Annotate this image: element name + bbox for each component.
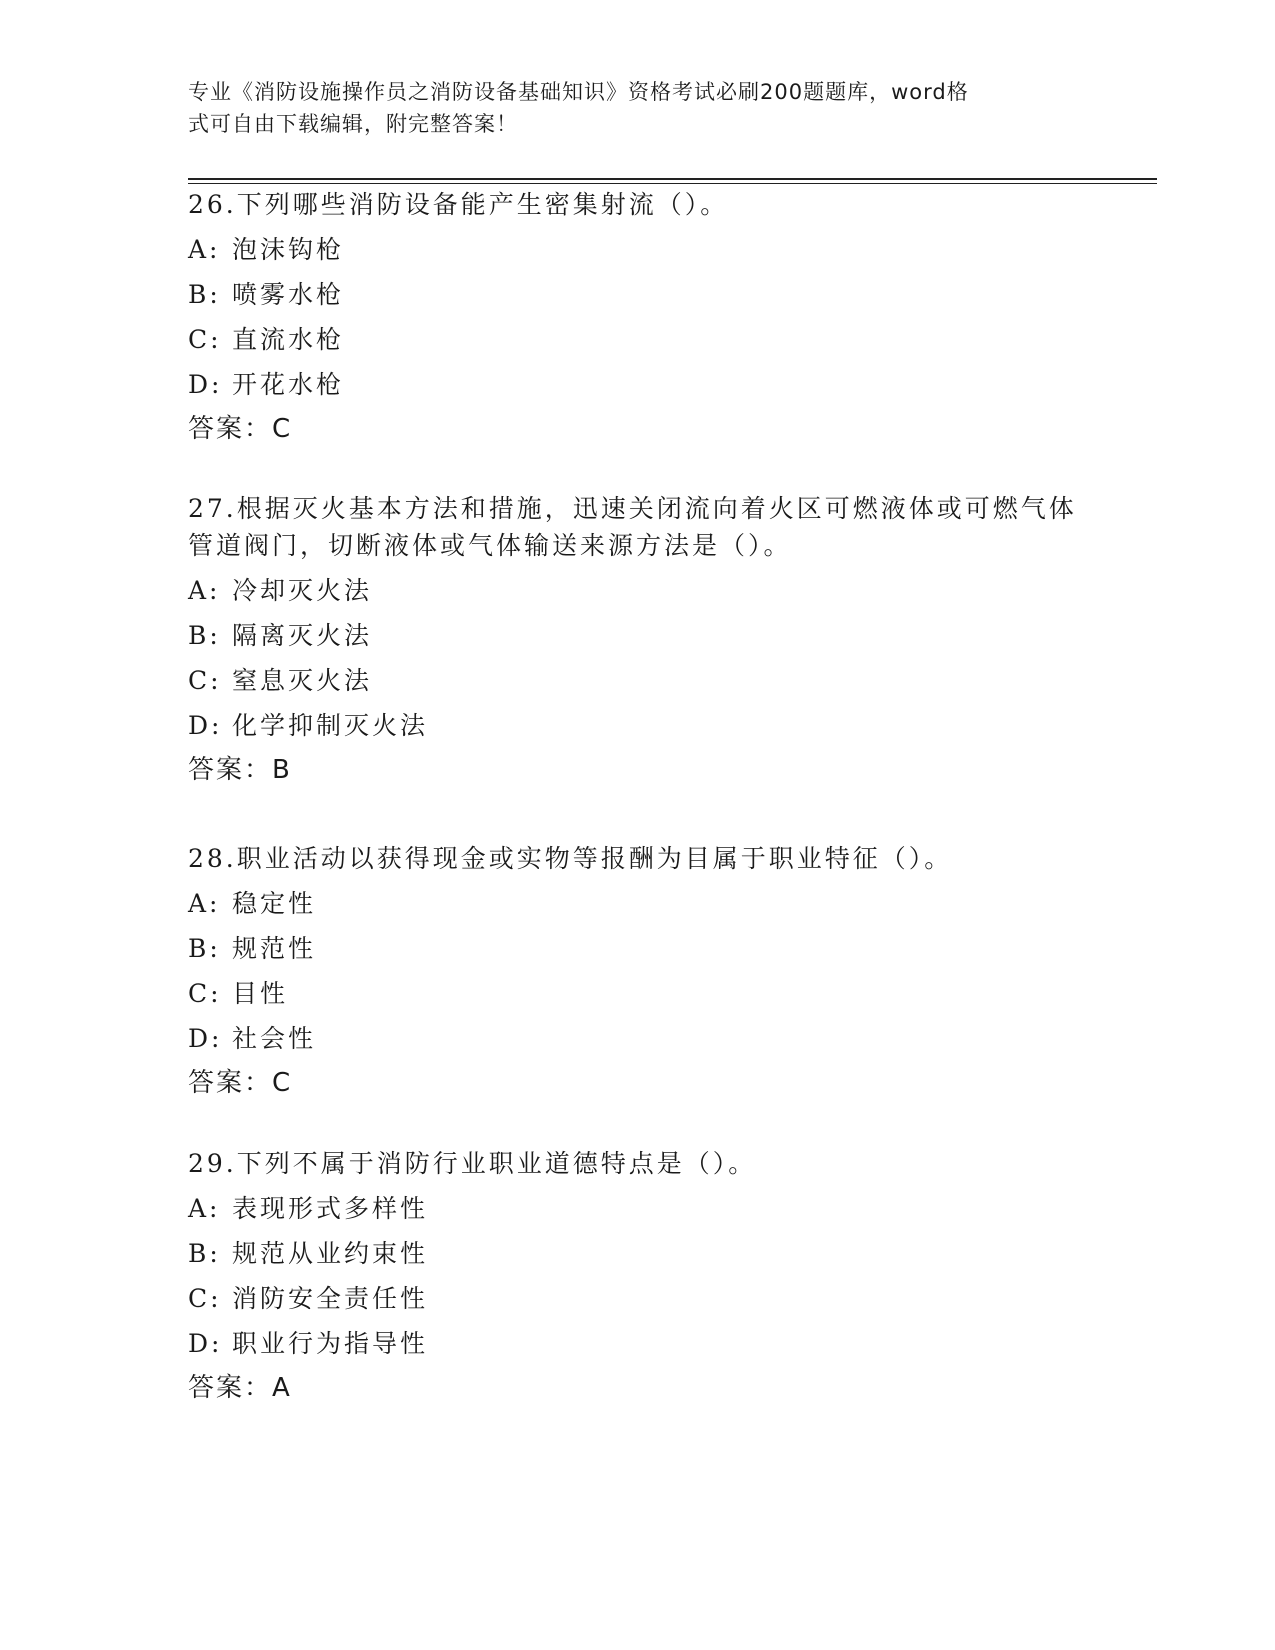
question-stem: 27.根据灭火基本方法和措施，迅速关闭流向着火区可燃液体或可燃气体管道阀门，切断液体或气体输送来源方法是（）。 <box>188 494 1077 560</box>
option-a <box>188 231 1088 268</box>
option-text: 社会性 <box>232 1024 317 1053</box>
option-label: A: <box>188 235 221 264</box>
option-d <box>188 1020 1088 1057</box>
option-label: A: <box>188 1194 221 1223</box>
header-line-2: 式可自由下载编辑，附完整答案！ <box>188 112 518 136</box>
option-d <box>188 366 1088 403</box>
option-b <box>188 1235 1088 1272</box>
question-26 <box>188 186 1088 448</box>
option-text: 目性 <box>232 979 289 1008</box>
option-text: 直流水枪 <box>232 325 345 354</box>
option-text: 开花水枪 <box>232 370 345 399</box>
question-28 <box>188 840 1088 1102</box>
option-text: 泡沫钩枪 <box>232 235 345 264</box>
option-label: C: <box>188 325 222 354</box>
option-b <box>188 617 1088 654</box>
option-label: D: <box>188 711 223 740</box>
option-label: B: <box>188 934 221 963</box>
header-divider-thick <box>188 178 1157 180</box>
answer-line: 答案：C <box>188 1068 293 1098</box>
question-27 <box>188 490 1088 789</box>
option-b <box>188 276 1088 313</box>
option-d <box>188 707 1088 744</box>
option-text: 规范从业约束性 <box>232 1239 429 1268</box>
option-text: 规范性 <box>232 934 317 963</box>
option-c <box>188 1280 1088 1317</box>
option-a <box>188 885 1088 922</box>
option-d <box>188 1325 1088 1362</box>
option-label: B: <box>188 621 221 650</box>
option-text: 稳定性 <box>232 889 317 918</box>
option-c <box>188 662 1088 699</box>
option-label: B: <box>188 280 221 309</box>
question-stem: 28.职业活动以获得现金或实物等报酬为目属于职业特征（）。 <box>188 844 953 873</box>
option-label: C: <box>188 979 222 1008</box>
option-c <box>188 321 1088 358</box>
option-label: A: <box>188 889 221 918</box>
option-text: 隔离灭火法 <box>232 621 373 650</box>
option-text: 冷却灭火法 <box>232 576 373 605</box>
option-label: D: <box>188 370 223 399</box>
option-label: C: <box>188 1284 222 1313</box>
option-label: D: <box>188 1024 223 1053</box>
option-a <box>188 572 1088 609</box>
answer-line: 答案：B <box>188 755 292 785</box>
option-a <box>188 1190 1088 1227</box>
header-line-1: 专业《消防设施操作员之消防设备基础知识》资格考试必刷200题题库，word格 <box>188 80 969 104</box>
option-text: 消防安全责任性 <box>232 1284 429 1313</box>
option-text: 喷雾水枪 <box>232 280 345 309</box>
option-label: C: <box>188 666 222 695</box>
document-header <box>188 76 1088 140</box>
option-c <box>188 975 1088 1012</box>
header-divider-thin <box>188 183 1157 184</box>
option-label: A: <box>188 576 221 605</box>
question-29 <box>188 1145 1088 1407</box>
question-stem: 26.下列哪些消防设备能产生密集射流（）。 <box>188 190 729 219</box>
option-text: 化学抑制灭火法 <box>232 711 429 740</box>
option-label: D: <box>188 1329 223 1358</box>
option-b <box>188 930 1088 967</box>
option-text: 表现形式多样性 <box>232 1194 429 1223</box>
answer-line: 答案：C <box>188 414 293 444</box>
option-text: 职业行为指导性 <box>232 1329 429 1358</box>
answer-line: 答案：A <box>188 1373 292 1403</box>
question-stem: 29.下列不属于消防行业职业道德特点是（）。 <box>188 1149 757 1178</box>
option-label: B: <box>188 1239 221 1268</box>
option-text: 窒息灭火法 <box>232 666 373 695</box>
